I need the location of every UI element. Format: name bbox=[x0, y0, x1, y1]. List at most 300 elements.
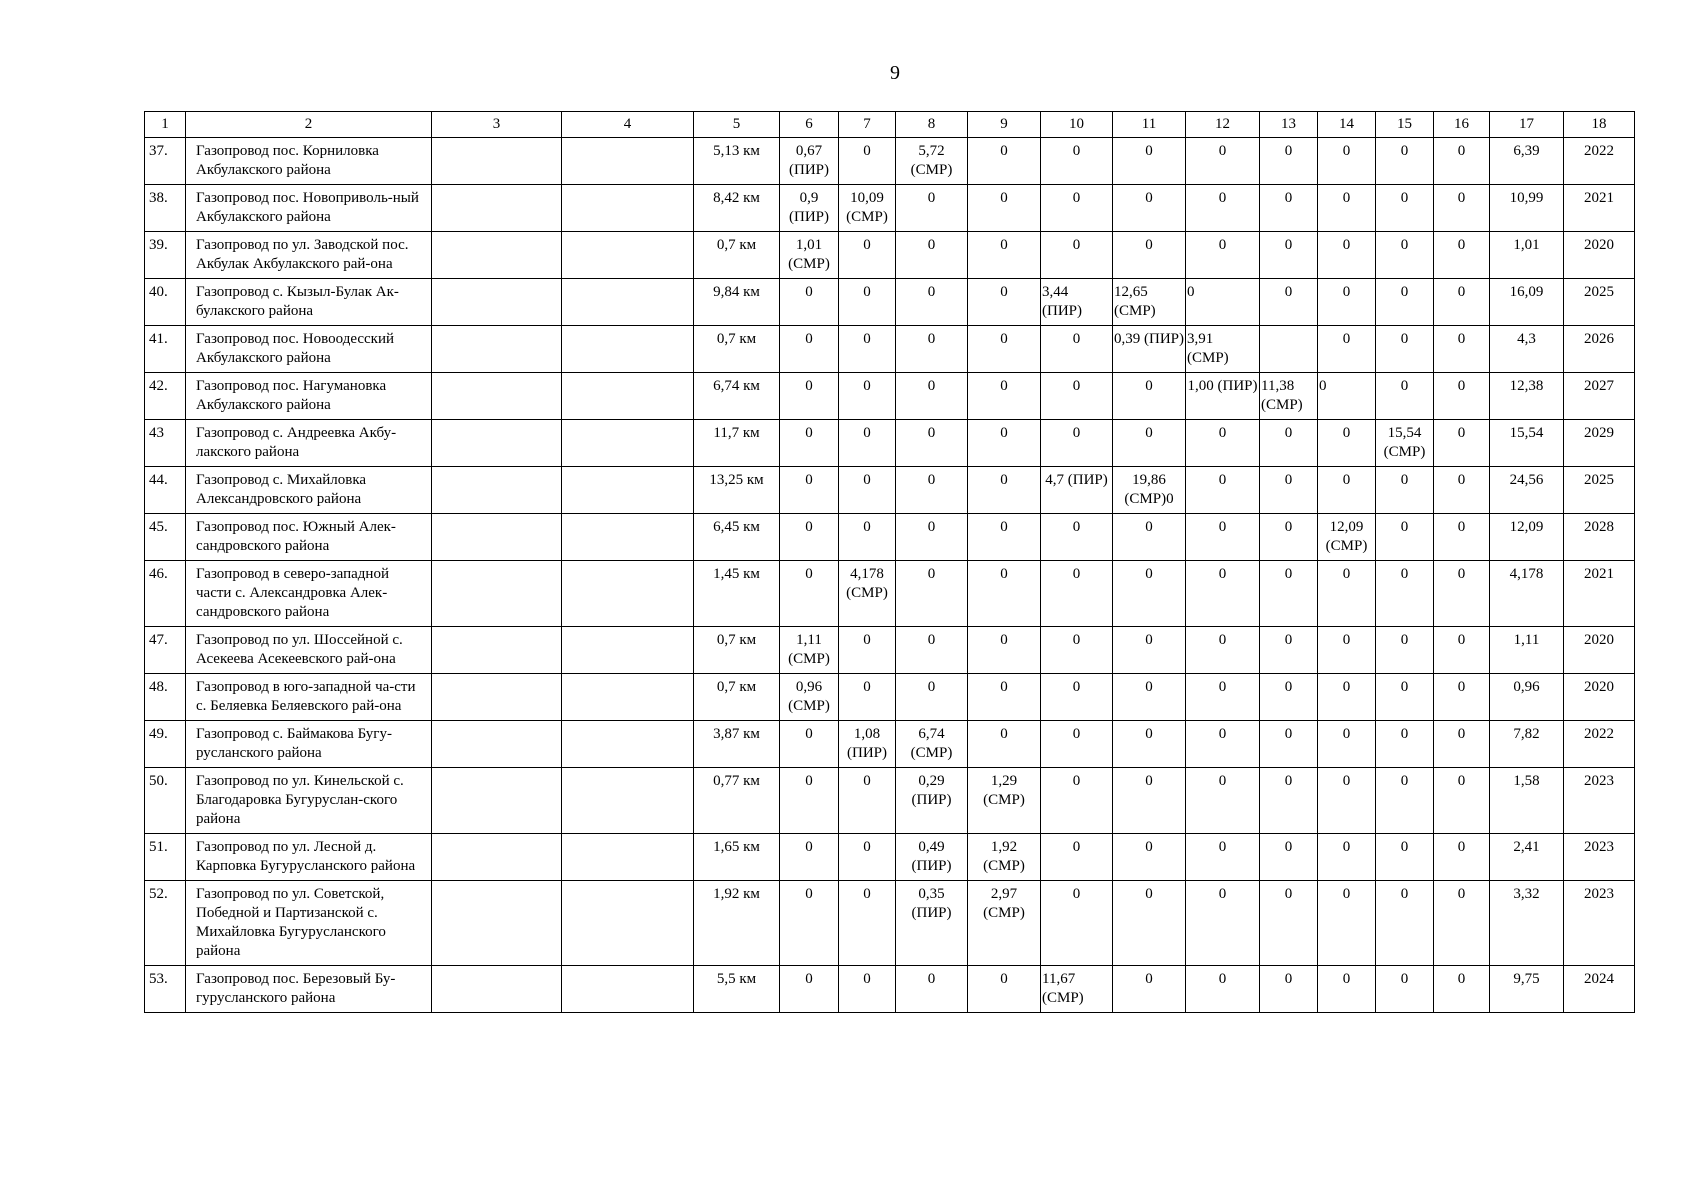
value-cell bbox=[562, 674, 694, 721]
value-cell bbox=[562, 561, 694, 627]
value-cell: 0 bbox=[1260, 627, 1318, 674]
value-cell: 1,01 (СМР) bbox=[780, 232, 839, 279]
object-name-cell: Газопровод с. Андреевка Акбу-лакского района bbox=[186, 420, 432, 467]
table-row bbox=[145, 279, 1635, 326]
value-cell: 1,65 км bbox=[694, 834, 780, 881]
value-cell: 0 bbox=[968, 185, 1041, 232]
value-cell: 11,38 (СМР) bbox=[1260, 373, 1318, 420]
object-name-cell: Газопровод с. Михайловка Александровского района bbox=[186, 467, 432, 514]
value-cell: 0 bbox=[1318, 721, 1376, 768]
value-cell: 0 bbox=[1318, 185, 1376, 232]
column-header: 17 bbox=[1490, 112, 1564, 138]
row-number-cell: 38. bbox=[145, 185, 186, 232]
table-row bbox=[145, 373, 1635, 420]
value-cell: 0 bbox=[1376, 881, 1434, 966]
value-cell: 0,7 км bbox=[694, 326, 780, 373]
value-cell: 0 bbox=[1318, 326, 1376, 373]
value-cell: 6,74 км bbox=[694, 373, 780, 420]
row-number-cell: 42. bbox=[145, 373, 186, 420]
value-cell bbox=[432, 881, 562, 966]
row-number-cell: 44. bbox=[145, 467, 186, 514]
value-cell: 0 bbox=[1376, 232, 1434, 279]
value-cell: 9,75 bbox=[1490, 966, 1564, 1013]
value-cell bbox=[432, 514, 562, 561]
value-cell bbox=[432, 326, 562, 373]
value-cell: 1,11 bbox=[1490, 627, 1564, 674]
value-cell: 0 bbox=[839, 420, 896, 467]
value-cell: 0 bbox=[1376, 373, 1434, 420]
value-cell: 2,97 (СМР) bbox=[968, 881, 1041, 966]
value-cell: 2026 bbox=[1564, 326, 1635, 373]
value-cell bbox=[562, 768, 694, 834]
object-name-cell: Газопровод с. Баймакова Бугу-русланского района bbox=[186, 721, 432, 768]
value-cell: 0 bbox=[1260, 768, 1318, 834]
page-number: 9 bbox=[890, 62, 900, 84]
value-cell: 0 bbox=[1113, 185, 1186, 232]
value-cell bbox=[562, 966, 694, 1013]
value-cell bbox=[562, 326, 694, 373]
value-cell: 0 bbox=[1186, 420, 1260, 467]
value-cell: 16,09 bbox=[1490, 279, 1564, 326]
value-cell: 0 bbox=[1260, 185, 1318, 232]
value-cell: 0 bbox=[1434, 185, 1490, 232]
value-cell: 0 bbox=[968, 467, 1041, 514]
value-cell: 0 bbox=[780, 279, 839, 326]
value-cell: 0 bbox=[1041, 373, 1113, 420]
value-cell: 0 bbox=[1376, 721, 1434, 768]
value-cell: 2021 bbox=[1564, 185, 1635, 232]
table-row bbox=[145, 721, 1635, 768]
row-number-cell: 51. bbox=[145, 834, 186, 881]
object-name-cell: Газопровод пос. Корниловка Акбулакского района bbox=[186, 138, 432, 185]
value-cell: 0 bbox=[1376, 627, 1434, 674]
value-cell: 0 bbox=[839, 834, 896, 881]
value-cell: 0 bbox=[1318, 834, 1376, 881]
value-cell bbox=[562, 185, 694, 232]
value-cell: 0 bbox=[1260, 232, 1318, 279]
value-cell: 11,7 км bbox=[694, 420, 780, 467]
value-cell: 0 bbox=[1376, 185, 1434, 232]
value-cell: 0 bbox=[1186, 514, 1260, 561]
value-cell: 3,32 bbox=[1490, 881, 1564, 966]
value-cell: 0 bbox=[1041, 185, 1113, 232]
value-cell: 6,45 км bbox=[694, 514, 780, 561]
value-cell: 0 bbox=[968, 279, 1041, 326]
value-cell: 0 bbox=[1318, 768, 1376, 834]
value-cell: 0 bbox=[1186, 834, 1260, 881]
value-cell bbox=[432, 232, 562, 279]
value-cell bbox=[562, 627, 694, 674]
value-cell: 3,91 (СМР) bbox=[1186, 326, 1260, 373]
value-cell: 0 bbox=[780, 721, 839, 768]
row-number-cell: 47. bbox=[145, 627, 186, 674]
object-name-cell: Газопровод по ул. Советской, Победной и Партизанской с. Михайловка Бугурусланского района bbox=[186, 881, 432, 966]
value-cell: 0 bbox=[1376, 674, 1434, 721]
value-cell: 0 bbox=[968, 232, 1041, 279]
value-cell: 0 bbox=[1113, 420, 1186, 467]
value-cell: 2027 bbox=[1564, 373, 1635, 420]
value-cell: 0 bbox=[1318, 373, 1376, 420]
value-cell bbox=[432, 420, 562, 467]
value-cell: 0,7 км bbox=[694, 627, 780, 674]
value-cell: 0,67 (ПИР) bbox=[780, 138, 839, 185]
value-cell: 1,45 км bbox=[694, 561, 780, 627]
value-cell: 0 bbox=[1041, 138, 1113, 185]
value-cell: 0 bbox=[1260, 721, 1318, 768]
value-cell: 0 bbox=[896, 326, 968, 373]
value-cell bbox=[562, 373, 694, 420]
value-cell: 0 bbox=[1318, 420, 1376, 467]
value-cell: 0 bbox=[780, 561, 839, 627]
value-cell: 8,42 км bbox=[694, 185, 780, 232]
column-header: 7 bbox=[839, 112, 896, 138]
value-cell: 0 bbox=[839, 232, 896, 279]
value-cell: 2020 bbox=[1564, 674, 1635, 721]
gas-pipeline-table bbox=[144, 111, 1635, 1013]
value-cell: 0 bbox=[1434, 420, 1490, 467]
object-name-cell: Газопровод пос. Южный Алек-сандровского района bbox=[186, 514, 432, 561]
value-cell: 0 bbox=[1113, 561, 1186, 627]
value-cell: 0 bbox=[1434, 674, 1490, 721]
value-cell: 19,86 (СМР)0 bbox=[1113, 467, 1186, 514]
value-cell: 0 bbox=[1376, 138, 1434, 185]
value-cell: 0 bbox=[1434, 232, 1490, 279]
table-row bbox=[145, 420, 1635, 467]
value-cell: 0 bbox=[1434, 966, 1490, 1013]
value-cell: 0 bbox=[1186, 674, 1260, 721]
table-row bbox=[145, 768, 1635, 834]
value-cell: 2023 bbox=[1564, 834, 1635, 881]
value-cell: 2022 bbox=[1564, 721, 1635, 768]
value-cell: 0 bbox=[1376, 467, 1434, 514]
value-cell bbox=[432, 467, 562, 514]
value-cell: 0 bbox=[1186, 138, 1260, 185]
value-cell: 2024 bbox=[1564, 966, 1635, 1013]
value-cell: 0 bbox=[1376, 326, 1434, 373]
value-cell: 0 bbox=[1186, 966, 1260, 1013]
value-cell: 0 bbox=[1041, 721, 1113, 768]
value-cell: 0 bbox=[839, 138, 896, 185]
value-cell bbox=[1260, 326, 1318, 373]
value-cell: 0 bbox=[1186, 721, 1260, 768]
value-cell: 0 bbox=[1113, 373, 1186, 420]
value-cell: 0 bbox=[1376, 561, 1434, 627]
row-number-cell: 46. bbox=[145, 561, 186, 627]
value-cell: 0 bbox=[1260, 674, 1318, 721]
value-cell: 0 bbox=[1434, 881, 1490, 966]
value-cell: 0 bbox=[1318, 279, 1376, 326]
value-cell: 0 bbox=[1186, 768, 1260, 834]
column-header: 18 bbox=[1564, 112, 1635, 138]
value-cell: 1,00 (ПИР) bbox=[1186, 373, 1260, 420]
value-cell: 0 bbox=[839, 768, 896, 834]
value-cell: 0 bbox=[1434, 279, 1490, 326]
value-cell bbox=[562, 834, 694, 881]
row-number-cell: 48. bbox=[145, 674, 186, 721]
value-cell: 24,56 bbox=[1490, 467, 1564, 514]
value-cell: 9,84 км bbox=[694, 279, 780, 326]
value-cell: 0 bbox=[839, 881, 896, 966]
value-cell bbox=[562, 232, 694, 279]
table-row bbox=[145, 326, 1635, 373]
value-cell: 0 bbox=[1434, 514, 1490, 561]
value-cell: 0 bbox=[1113, 232, 1186, 279]
value-cell: 15,54 bbox=[1490, 420, 1564, 467]
header-row bbox=[145, 112, 1635, 138]
table-row bbox=[145, 514, 1635, 561]
value-cell: 0 bbox=[1113, 881, 1186, 966]
object-name-cell: Газопровод по ул. Лесной д. Карповка Бугурусланского района bbox=[186, 834, 432, 881]
value-cell: 1,58 bbox=[1490, 768, 1564, 834]
value-cell: 0 bbox=[896, 185, 968, 232]
object-name-cell: Газопровод в северо-западной части с. Александровка Алек-сандровского района bbox=[186, 561, 432, 627]
value-cell: 0,49 (ПИР) bbox=[896, 834, 968, 881]
value-cell: 0,29 (ПИР) bbox=[896, 768, 968, 834]
value-cell bbox=[432, 721, 562, 768]
row-number-cell: 43 bbox=[145, 420, 186, 467]
row-number-cell: 50. bbox=[145, 768, 186, 834]
value-cell: 2021 bbox=[1564, 561, 1635, 627]
value-cell: 2023 bbox=[1564, 881, 1635, 966]
value-cell: 4,7 (ПИР) bbox=[1041, 467, 1113, 514]
value-cell: 0 bbox=[1434, 326, 1490, 373]
value-cell: 0,39 (ПИР) bbox=[1113, 326, 1186, 373]
value-cell: 7,82 bbox=[1490, 721, 1564, 768]
value-cell: 0 bbox=[1186, 185, 1260, 232]
table-row bbox=[145, 881, 1635, 966]
column-header: 12 bbox=[1186, 112, 1260, 138]
column-header: 6 bbox=[780, 112, 839, 138]
value-cell: 0 bbox=[1260, 966, 1318, 1013]
value-cell: 0 bbox=[968, 420, 1041, 467]
value-cell: 0 bbox=[1186, 279, 1260, 326]
object-name-cell: Газопровод по ул. Шоссейной с. Асекеева Асекеевского рай-она bbox=[186, 627, 432, 674]
table-row bbox=[145, 561, 1635, 627]
value-cell bbox=[432, 138, 562, 185]
value-cell: 0 bbox=[1113, 514, 1186, 561]
value-cell: 0 bbox=[1260, 834, 1318, 881]
value-cell: 0 bbox=[1041, 834, 1113, 881]
value-cell: 0 bbox=[1041, 627, 1113, 674]
column-header: 14 bbox=[1318, 112, 1376, 138]
value-cell: 2025 bbox=[1564, 279, 1635, 326]
value-cell: 0 bbox=[1186, 232, 1260, 279]
column-header: 3 bbox=[432, 112, 562, 138]
column-header: 15 bbox=[1376, 112, 1434, 138]
value-cell bbox=[562, 721, 694, 768]
value-cell: 0 bbox=[1186, 627, 1260, 674]
value-cell: 0 bbox=[1113, 966, 1186, 1013]
value-cell bbox=[432, 279, 562, 326]
value-cell: 2028 bbox=[1564, 514, 1635, 561]
value-cell: 0 bbox=[1260, 138, 1318, 185]
value-cell: 0 bbox=[780, 768, 839, 834]
value-cell bbox=[432, 966, 562, 1013]
value-cell: 0 bbox=[780, 881, 839, 966]
value-cell: 0 bbox=[839, 326, 896, 373]
table-row bbox=[145, 138, 1635, 185]
value-cell: 0,9 (ПИР) bbox=[780, 185, 839, 232]
value-cell: 0 bbox=[968, 561, 1041, 627]
value-cell: 0 bbox=[1318, 674, 1376, 721]
value-cell: 0 bbox=[1113, 834, 1186, 881]
value-cell bbox=[432, 768, 562, 834]
value-cell: 0 bbox=[896, 561, 968, 627]
value-cell: 0 bbox=[968, 627, 1041, 674]
column-header: 8 bbox=[896, 112, 968, 138]
value-cell: 0 bbox=[780, 467, 839, 514]
value-cell bbox=[562, 467, 694, 514]
value-cell bbox=[432, 185, 562, 232]
value-cell: 10,99 bbox=[1490, 185, 1564, 232]
value-cell: 0 bbox=[1434, 768, 1490, 834]
value-cell: 0 bbox=[1260, 561, 1318, 627]
table-row bbox=[145, 467, 1635, 514]
value-cell: 1,11 (СМР) bbox=[780, 627, 839, 674]
value-cell: 0,35 (ПИР) bbox=[896, 881, 968, 966]
value-cell: 0 bbox=[1318, 138, 1376, 185]
value-cell: 3,44 (ПИР) bbox=[1041, 279, 1113, 326]
value-cell: 2020 bbox=[1564, 232, 1635, 279]
value-cell: 0 bbox=[1318, 561, 1376, 627]
value-cell: 0,96 bbox=[1490, 674, 1564, 721]
value-cell: 0 bbox=[1186, 881, 1260, 966]
value-cell: 0 bbox=[968, 138, 1041, 185]
value-cell: 0,7 км bbox=[694, 232, 780, 279]
value-cell: 0 bbox=[1041, 768, 1113, 834]
table-row bbox=[145, 834, 1635, 881]
value-cell: 0 bbox=[780, 966, 839, 1013]
value-cell: 2022 bbox=[1564, 138, 1635, 185]
value-cell: 0 bbox=[839, 627, 896, 674]
value-cell: 1,92 км bbox=[694, 881, 780, 966]
value-cell: 0 bbox=[1434, 138, 1490, 185]
value-cell: 0 bbox=[839, 966, 896, 1013]
column-header: 16 bbox=[1434, 112, 1490, 138]
object-name-cell: Газопровод по ул. Кинельской с. Благодаровка Бугуруслан-ского района bbox=[186, 768, 432, 834]
value-cell bbox=[432, 627, 562, 674]
value-cell: 0 bbox=[1318, 966, 1376, 1013]
value-cell: 0 bbox=[1260, 881, 1318, 966]
value-cell: 2023 bbox=[1564, 768, 1635, 834]
value-cell: 0 bbox=[1113, 721, 1186, 768]
value-cell: 13,25 км bbox=[694, 467, 780, 514]
value-cell: 0 bbox=[1434, 373, 1490, 420]
value-cell: 0 bbox=[968, 721, 1041, 768]
value-cell: 0 bbox=[896, 514, 968, 561]
value-cell: 0 bbox=[1041, 232, 1113, 279]
value-cell: 0 bbox=[896, 232, 968, 279]
value-cell: 0 bbox=[780, 373, 839, 420]
value-cell: 0 bbox=[968, 674, 1041, 721]
value-cell: 0 bbox=[968, 514, 1041, 561]
value-cell: 0 bbox=[896, 966, 968, 1013]
value-cell: 6,39 bbox=[1490, 138, 1564, 185]
value-cell: 1,08 (ПИР) bbox=[839, 721, 896, 768]
column-header: 11 bbox=[1113, 112, 1186, 138]
value-cell: 0 bbox=[1041, 881, 1113, 966]
value-cell bbox=[562, 881, 694, 966]
object-name-cell: Газопровод по ул. Заводской пос. Акбулак Акбулакского рай-она bbox=[186, 232, 432, 279]
value-cell: 0 bbox=[1186, 467, 1260, 514]
value-cell: 0 bbox=[1113, 627, 1186, 674]
value-cell: 1,29 (СМР) bbox=[968, 768, 1041, 834]
value-cell: 0 bbox=[1260, 420, 1318, 467]
value-cell: 0 bbox=[1041, 420, 1113, 467]
value-cell: 10,09 (СМР) bbox=[839, 185, 896, 232]
value-cell: 0,7 км bbox=[694, 674, 780, 721]
value-cell: 1,92 (СМР) bbox=[968, 834, 1041, 881]
value-cell: 0 bbox=[1318, 627, 1376, 674]
value-cell: 0 bbox=[1260, 467, 1318, 514]
value-cell: 0 bbox=[968, 373, 1041, 420]
column-header: 10 bbox=[1041, 112, 1113, 138]
object-name-cell: Газопровод пос. Нагумановка Акбулакского района bbox=[186, 373, 432, 420]
row-number-cell: 40. bbox=[145, 279, 186, 326]
value-cell: 0 bbox=[780, 514, 839, 561]
value-cell: 0 bbox=[896, 674, 968, 721]
table-row bbox=[145, 185, 1635, 232]
value-cell bbox=[432, 561, 562, 627]
value-cell: 0 bbox=[896, 467, 968, 514]
row-number-cell: 45. bbox=[145, 514, 186, 561]
value-cell: 0 bbox=[1318, 232, 1376, 279]
value-cell: 0 bbox=[1376, 279, 1434, 326]
table-row bbox=[145, 674, 1635, 721]
value-cell bbox=[432, 834, 562, 881]
value-cell: 0 bbox=[1376, 834, 1434, 881]
value-cell: 2020 bbox=[1564, 627, 1635, 674]
value-cell: 0 bbox=[1434, 627, 1490, 674]
row-number-cell: 41. bbox=[145, 326, 186, 373]
object-name-cell: Газопровод пос. Березовый Бу-гурусланского района bbox=[186, 966, 432, 1013]
column-header: 9 bbox=[968, 112, 1041, 138]
value-cell: 2025 bbox=[1564, 467, 1635, 514]
value-cell bbox=[432, 373, 562, 420]
value-cell: 0 bbox=[896, 373, 968, 420]
value-cell: 0 bbox=[1434, 467, 1490, 514]
value-cell: 0 bbox=[896, 420, 968, 467]
value-cell: 11,67 (СМР) bbox=[1041, 966, 1113, 1013]
object-name-cell: Газопровод пос. Новоодесский Акбулакского района bbox=[186, 326, 432, 373]
value-cell: 0 bbox=[1318, 467, 1376, 514]
value-cell: 12,38 bbox=[1490, 373, 1564, 420]
value-cell: 0 bbox=[1434, 834, 1490, 881]
value-cell: 6,74 (СМР) bbox=[896, 721, 968, 768]
value-cell: 0 bbox=[896, 627, 968, 674]
table-row bbox=[145, 966, 1635, 1013]
value-cell: 2029 bbox=[1564, 420, 1635, 467]
value-cell bbox=[562, 514, 694, 561]
object-name-cell: Газопровод в юго-западной ча-сти с. Беляевка Беляевского рай-она bbox=[186, 674, 432, 721]
value-cell: 0 bbox=[839, 467, 896, 514]
column-header: 2 bbox=[186, 112, 432, 138]
table-row bbox=[145, 232, 1635, 279]
value-cell: 0 bbox=[1041, 674, 1113, 721]
value-cell: 0 bbox=[780, 326, 839, 373]
value-cell: 0 bbox=[1041, 326, 1113, 373]
value-cell: 0,77 км bbox=[694, 768, 780, 834]
value-cell: 0 bbox=[1186, 561, 1260, 627]
value-cell: 0 bbox=[1376, 966, 1434, 1013]
value-cell: 0 bbox=[839, 514, 896, 561]
row-number-cell: 49. bbox=[145, 721, 186, 768]
value-cell: 0 bbox=[1376, 768, 1434, 834]
value-cell: 0 bbox=[1260, 279, 1318, 326]
value-cell: 0,96 (СМР) bbox=[780, 674, 839, 721]
value-cell: 0 bbox=[1260, 514, 1318, 561]
value-cell: 0 bbox=[839, 373, 896, 420]
